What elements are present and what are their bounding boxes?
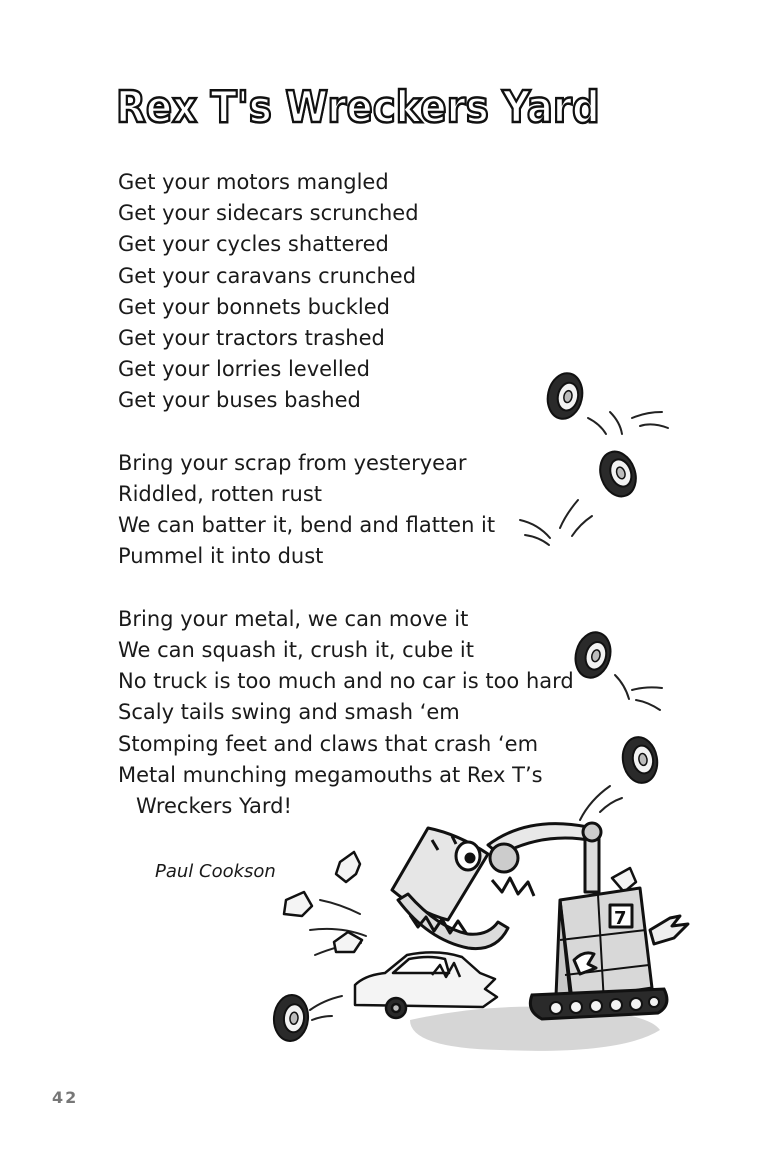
poem-line: Riddled, rotten rust	[118, 482, 323, 507]
poem-line: We can squash it, crush it, cube it	[118, 638, 475, 663]
poem-line: Stomping feet and claws that crash ‘em	[118, 731, 539, 756]
poem-line: Get your cycles shattered	[118, 232, 389, 257]
author-credit: Paul Cookson	[155, 861, 276, 882]
excavator-arm	[488, 823, 601, 892]
poem-line: Get your motors mangled	[118, 170, 389, 194]
tank-tracks	[530, 989, 667, 1019]
poem-line: Get your tractors trashed	[118, 326, 385, 351]
crushed-car	[355, 952, 497, 1018]
poem-line: Get your buses bashed	[118, 388, 361, 413]
poem-line: Get your sidecars scrunched	[118, 201, 419, 226]
cab-number-label: 7	[614, 908, 627, 929]
page-number: 42	[52, 1088, 79, 1107]
flying-tyre	[571, 628, 616, 681]
poem-line: Get your caravans crunched	[118, 263, 417, 288]
poem-line: We can batter it, bend and flatten it	[118, 513, 496, 538]
poem-line: Bring your scrap from yesteryear	[118, 450, 467, 475]
flying-tyre	[619, 734, 660, 785]
poem-line: Get your lorries levelled	[118, 357, 370, 382]
poem-line: Get your bonnets buckled	[118, 294, 390, 319]
flying-tyre	[544, 370, 587, 422]
poem-line: Scaly tails swing and smash ‘em	[118, 700, 460, 725]
poem-line: Bring your metal, we can move it	[118, 606, 469, 631]
poem-title: Rex T's Wreckers Yard	[116, 82, 600, 133]
flying-tyre	[272, 994, 310, 1043]
poem-line: No truck is too much and no car is too hard	[118, 669, 574, 694]
poem-line: Metal munching megamouths at Rex T’s	[118, 762, 543, 787]
poem-line: Pummel it into dust	[118, 544, 324, 569]
flying-tyre	[594, 447, 642, 502]
poem-line: Wreckers Yard!	[136, 794, 292, 819]
